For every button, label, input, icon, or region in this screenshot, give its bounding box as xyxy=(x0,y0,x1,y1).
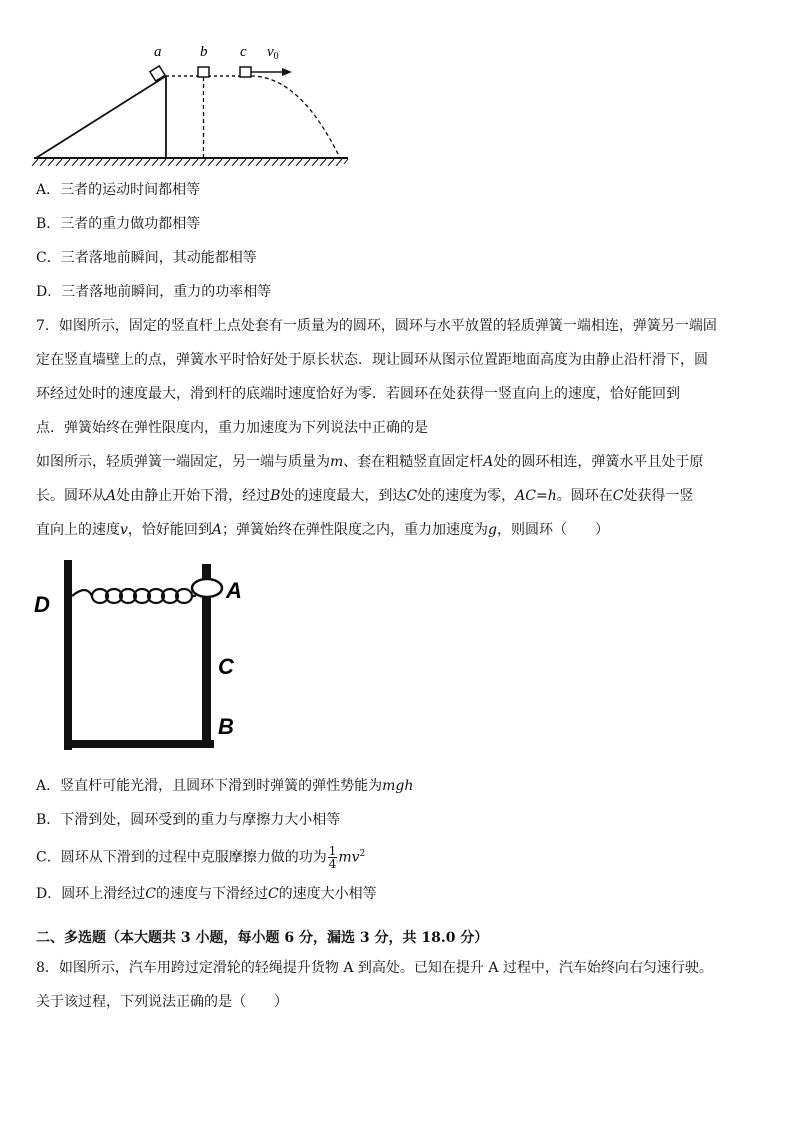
var-C: C xyxy=(267,886,279,902)
projectile-figure xyxy=(30,36,360,166)
fraction-denominator: 4 xyxy=(328,857,337,872)
expr-mgh: mgh xyxy=(382,778,414,794)
text: 长。圆环从 xyxy=(36,488,106,504)
label-v0-sub: 0 xyxy=(273,51,279,62)
label-b: b xyxy=(200,44,208,60)
text: D．圆环上滑经过 xyxy=(36,886,146,902)
q8-stem-line-1: 8．如图所示，汽车用跨过定滑轮的轻绳提升货物 A 到高处。已知在提升 A 过程中，汽车始终向右匀速行驶。 xyxy=(36,960,713,976)
q7-option-a xyxy=(36,776,413,796)
q7-para2-line-1 xyxy=(36,452,703,472)
text: ，恰好能回到 xyxy=(127,522,212,538)
text: ；弹簧始终在弹性限度之内，重力加速度为 xyxy=(222,522,489,538)
var-m: m xyxy=(330,454,344,470)
var-A: A xyxy=(483,454,494,470)
q7-para2-line-2 xyxy=(36,486,693,506)
var-A: A xyxy=(211,522,223,538)
text: 的速度大小相等 xyxy=(278,886,377,902)
var-C: C xyxy=(406,488,418,504)
label-D: D xyxy=(34,592,50,617)
text: C．圆环从下滑到的过程中克服摩擦力做的功为 xyxy=(36,849,327,866)
var-B: B xyxy=(270,488,281,504)
q7-stem-line-2: 定在竖直墙壁上的点，弹簧水平时恰好处于原长状态．现让圆环从图示位置距地面高度为由静止沿杆滑下，圆 xyxy=(36,352,708,368)
text: 处由静止开始下滑，经过 xyxy=(116,488,271,504)
label-a: a xyxy=(154,44,162,60)
text: 。圆环在 xyxy=(556,488,613,504)
q7-option-c xyxy=(36,844,365,870)
label-c: c xyxy=(240,44,247,60)
spring-ring-figure xyxy=(30,556,260,762)
text: 处获得一竖 xyxy=(623,488,694,504)
label-v0-main: v xyxy=(267,44,274,60)
q7-stem-line-4: 点．弹簧始终在弹性限度内，重力加速度为下列说法中正确的是 xyxy=(36,420,428,436)
q6-option-b: B．三者的重力做功都相等 xyxy=(36,216,201,232)
text: 直向上的速度 xyxy=(36,522,120,538)
q6-option-c: C．三者落地前瞬间，其动能都相等 xyxy=(36,250,257,266)
label-v0 xyxy=(267,44,279,62)
text: ，则圆环（ ） xyxy=(497,522,610,538)
section-heading: 二、多选题（本大题共 3 小题，每小题 6 分，漏选 3 分，共 18.0 分） xyxy=(36,930,489,946)
text: 如图所示，轻质弹簧一端固定，另一端与质量为 xyxy=(36,454,330,470)
text: 、套在粗糙竖直固定杆 xyxy=(343,454,484,470)
text: 处的速度最大，到达 xyxy=(280,488,407,504)
q7-option-d xyxy=(36,884,377,904)
q8-stem-line-2: 关于该过程，下列说法正确的是（ ） xyxy=(36,994,288,1010)
text: A．竖直杆可能光滑，且圆环下滑到时弹簧的弹性势能为 xyxy=(36,778,383,794)
text: 处的圆环相连，弹簧水平且处于原 xyxy=(493,454,704,470)
var-C: C xyxy=(612,488,624,504)
text: 处的速度为零， xyxy=(417,488,516,504)
q7-stem-line-3: 环经过处时的速度最大，滑到杆的底端时速度恰好为零．若圆环在处获得一竖直向上的速度，恰好能回到 xyxy=(36,386,680,402)
q7-stem-line-1: 7．如图所示，固定的竖直杆上点处套有一质量为的圆环，圆环与水平放置的轻质弹簧一端相连，弹簧另一端固 xyxy=(36,318,717,334)
label-B: B xyxy=(218,714,234,739)
q7-para2-line-3 xyxy=(36,520,609,540)
q7-option-b: B．下滑到处，圆环受到的重力与摩擦力大小相等 xyxy=(36,812,341,828)
label-C: C xyxy=(218,654,234,679)
var-v: v xyxy=(120,522,128,538)
var-C: C xyxy=(145,886,156,902)
var-AC: AC=h xyxy=(515,488,557,504)
expr-mv: mv xyxy=(338,849,360,866)
q6-option-d: D．三者落地前瞬间，重力的功率相等 xyxy=(36,284,272,300)
text: 的速度与下滑经过 xyxy=(155,886,268,902)
fraction-numerator: 1 xyxy=(328,844,337,859)
var-A: A xyxy=(106,488,117,504)
fraction xyxy=(328,845,338,870)
label-A: A xyxy=(226,578,242,603)
var-g: g xyxy=(488,522,498,538)
q6-option-a: A．三者的运动时间都相等 xyxy=(36,182,201,198)
exponent: 2 xyxy=(359,849,366,859)
